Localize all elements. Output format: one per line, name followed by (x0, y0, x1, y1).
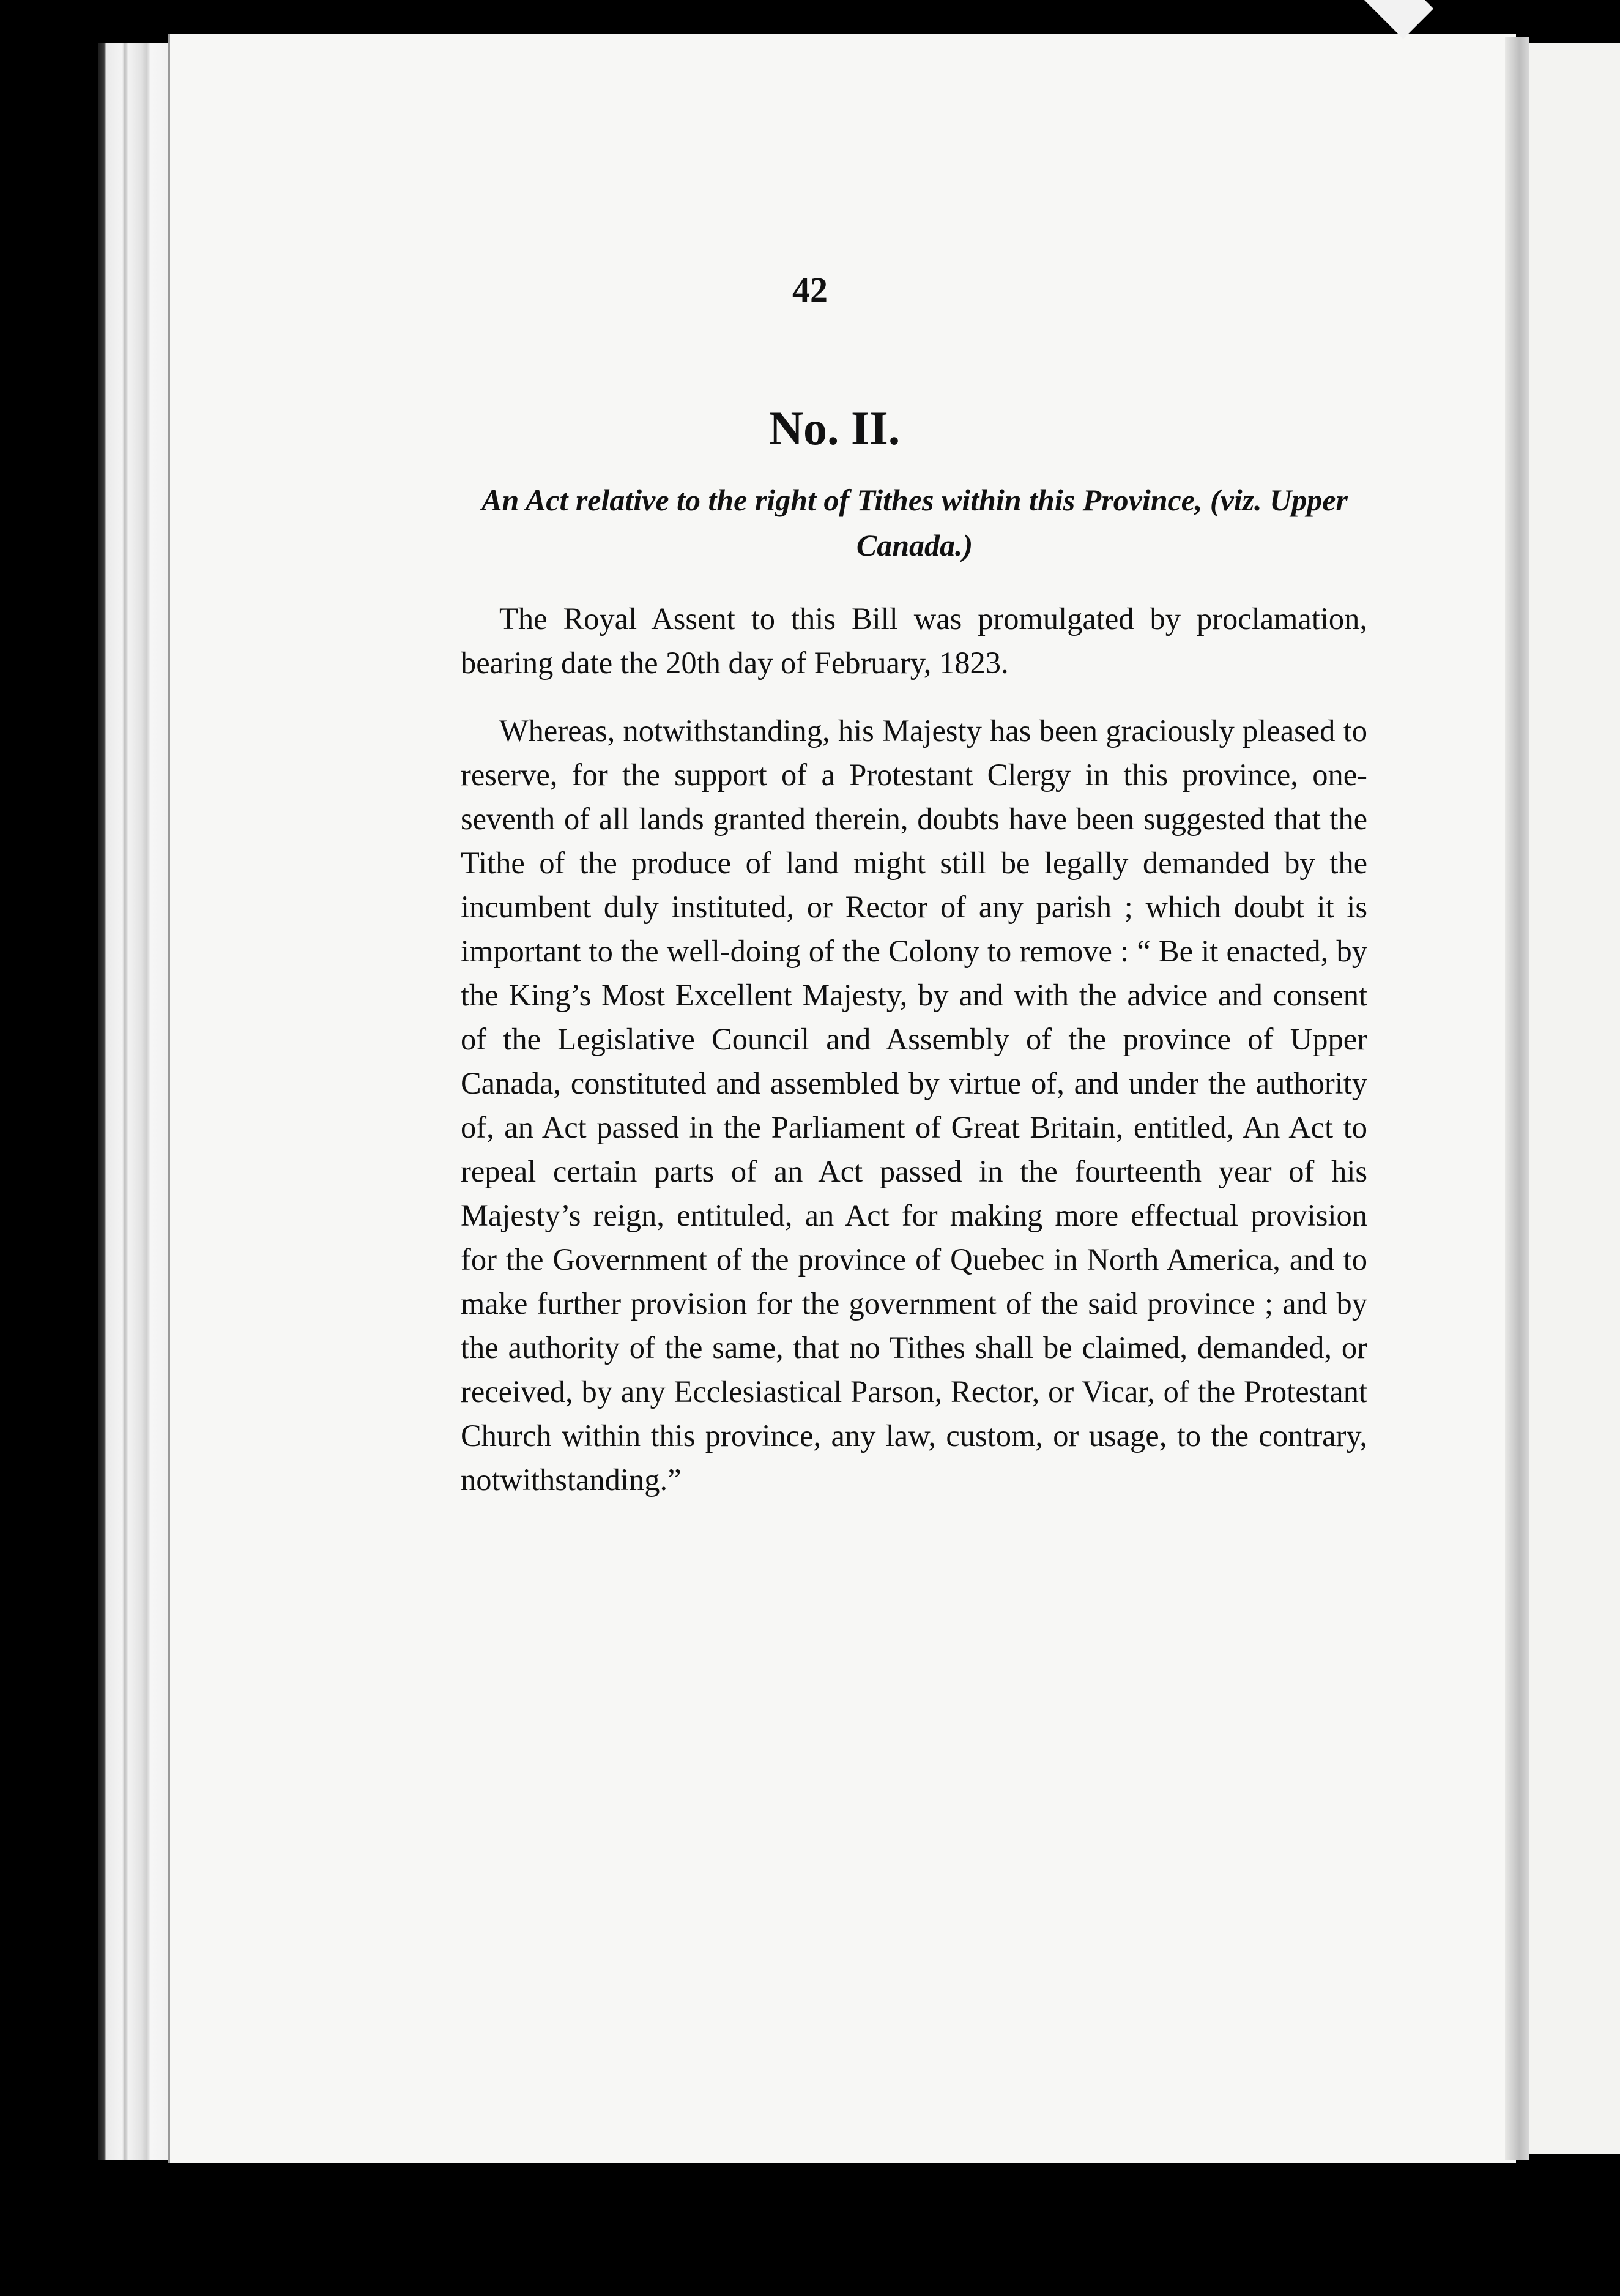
section-heading: No. II. (768, 401, 901, 455)
page-gutter-shadow (1505, 37, 1529, 2160)
book-page-edges (98, 43, 171, 2160)
facing-page (1523, 43, 1620, 2154)
assent-paragraph: The Royal Assent to this Bill was promulgated by proclamation, bearing date the 20th day of February, 1823. (461, 602, 1367, 680)
whereas-paragraph: Whereas, notwithstanding, his Majesty has been graciously pleased to reserve, for the support of a Protestant Clergy in this province, one-seventh of all lands granted therein, doubts have been suggested that the Tithe of the produce of land might still be legally demanded by the incumbent duly instituted, or Rector of any parish ; which doubt it is important to the well-doing of the Colony to remove : “ Be it enacted, by the King’s Most Excellent Majesty, by and with the advice and consent of the Legislative Council and Assembly of the province of Upper Canada, constituted and assembled by virtue of, and under the authority of, an Act passed in the Parliament of Great Britain, entitled, An Act to repeal certain parts of an Act passed in the fourteenth year of his Majesty’s reign, entituled, an Act for making more effectual provision for the Government of the province of Quebec in North America, and to make further provision for the government of the said province ; and by the authority of the same, that no Tithes shall be claimed, demanded, or received, by any Ecclesiastical Parson, Rector, or Vicar, of the Protestant Church within this province, any law, custom, or usage, to the contrary, notwithstanding.” (461, 714, 1367, 1497)
act-title: An Act relative to the right of Tithes within this Province, (viz. Upper Canada.) (481, 483, 1348, 562)
page-number: 42 (792, 270, 828, 310)
